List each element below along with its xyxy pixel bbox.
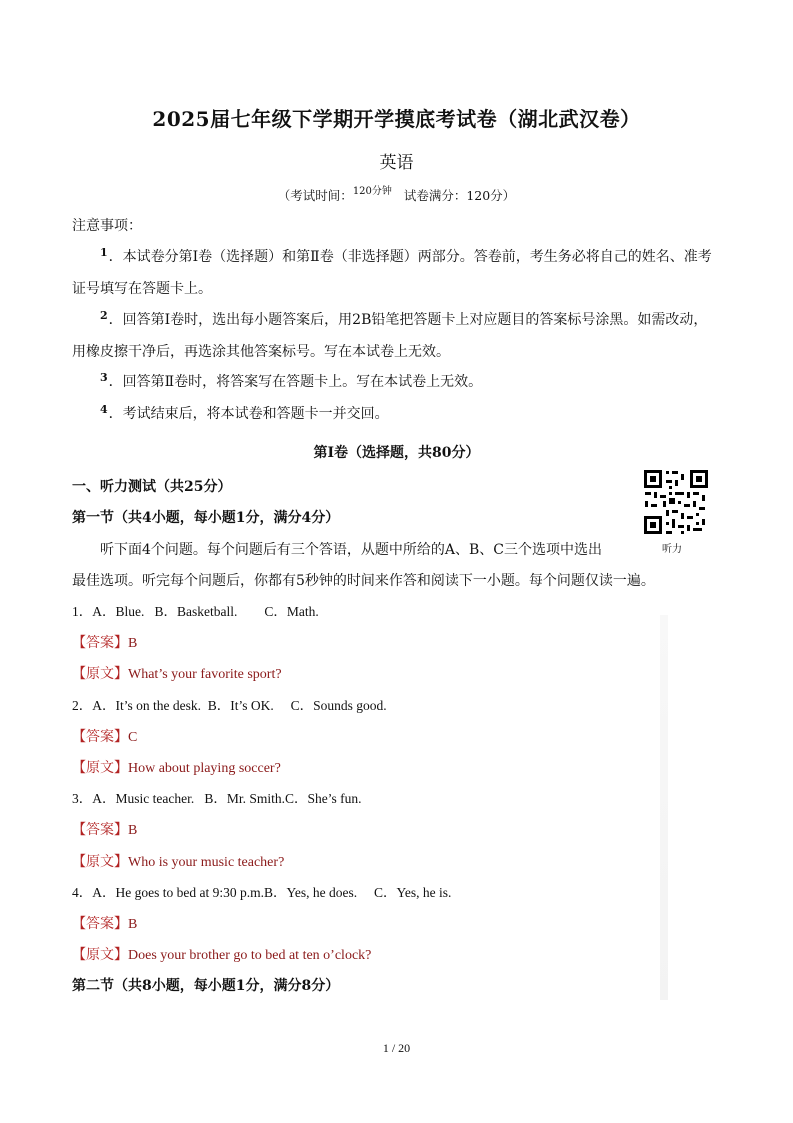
answer-label: 【答案】 [72, 822, 128, 838]
original-label: 【原文】 [72, 854, 128, 870]
part1-heading: 第Ⅰ卷（选择题，共80分） [313, 445, 480, 461]
answer-value: B [128, 636, 138, 651]
note-item-2 [100, 311, 707, 330]
answer-label: 【答案】 [72, 635, 128, 651]
scan-artifact [660, 615, 668, 1000]
original-line [72, 853, 284, 872]
note-number: 1 [100, 246, 108, 259]
original-text: How about playing soccer? [128, 761, 281, 776]
original-line [72, 665, 282, 684]
exam-info [0, 186, 793, 204]
note-number: 3 [100, 371, 108, 384]
note-text: ．本试卷分第Ⅰ卷（选择题）和第Ⅱ卷（非选择题）两部分。答卷前，考生务必将自己的姓名、准考 [108, 249, 712, 265]
original-text: Does your brother go to bed at ten o’clock? [128, 948, 372, 963]
original-line [72, 759, 281, 778]
note-text: ．考试结束后，将本试卷和答题卡一并交回。 [108, 406, 389, 422]
question-3: 3．A．Music teacher. B．Mr. Smith.C．She’s fun. [72, 791, 362, 806]
answer-value: C [128, 730, 138, 745]
note-item-1-cont: 证号填写在答题卡上。 [72, 281, 212, 297]
question-4: 4．A．He goes to bed at 9:30 p.m.B．Yes, he does. C．Yes, he is. [72, 885, 452, 900]
note-item-1 [100, 248, 712, 267]
answer-label: 【答案】 [72, 729, 128, 745]
answer-line [72, 634, 137, 653]
answer-value: B [128, 917, 138, 932]
original-label: 【原文】 [72, 666, 128, 682]
answer-line [72, 821, 137, 840]
answer-value: B [128, 823, 138, 838]
instruction-line-2: 最佳选项。听完每个问题后，你都有5秒钟的时间来作答和阅读下一小题。每个问题仅读一遍。 [72, 573, 655, 589]
note-number: 2 [100, 309, 108, 322]
score-text: 试卷满分：120分） [403, 188, 516, 203]
answer-line [72, 915, 137, 934]
note-number: 4 [100, 403, 108, 416]
question-2: 2．A．It’s on the desk. B．It’s OK. C．Sounds good. [72, 698, 387, 713]
section1-heading: 第一节（共4小题，每小题1分，满分4分） [72, 510, 340, 526]
question-1: 1．A．Blue. B．Basketball. C．Math. [72, 604, 319, 619]
time-value: 120分钟 [352, 186, 392, 197]
qr-caption: 听力 [662, 544, 682, 555]
note-text: ．回答第Ⅰ卷时，选出每小题答案后，用2B铅笔把答题卡上对应题目的答案标号涂黑。如需改动， [108, 312, 708, 328]
section2-heading: 第二节（共8小题，每小题1分，满分8分） [72, 978, 340, 994]
subject-title: 英语 [379, 153, 414, 173]
note-text: ．回答第Ⅱ卷时，将答案写在答题卡上。写在本试卷上无效。 [108, 374, 483, 390]
note-item-2-cont: 用橡皮擦干净后，再选涂其他答案标号。写在本试卷上无效。 [72, 344, 450, 360]
qr-code-image [642, 468, 710, 536]
instruction-line-1: 听下面4个问题。每个问题后有三个答语，从题中所给的A、B、C三个选项中选出 [100, 542, 603, 558]
original-text: Who is your music teacher? [128, 855, 285, 870]
note-item-3 [100, 373, 482, 392]
original-label: 【原文】 [72, 947, 128, 963]
listening-heading: 一、听力测试（共25分） [72, 479, 232, 495]
time-prefix: （考试时间： [277, 188, 353, 203]
answer-line [72, 728, 137, 747]
original-line [72, 946, 371, 965]
note-item-4 [100, 405, 389, 424]
answer-label: 【答案】 [72, 916, 128, 932]
exam-title: 2025届七年级下学期开学摸底考试卷（湖北武汉卷） [152, 107, 641, 131]
original-label: 【原文】 [72, 760, 128, 776]
notes-heading: 注意事项： [72, 218, 142, 234]
original-text: What’s your favorite sport? [128, 667, 282, 682]
page-number: 1 / 20 [382, 1041, 411, 1055]
